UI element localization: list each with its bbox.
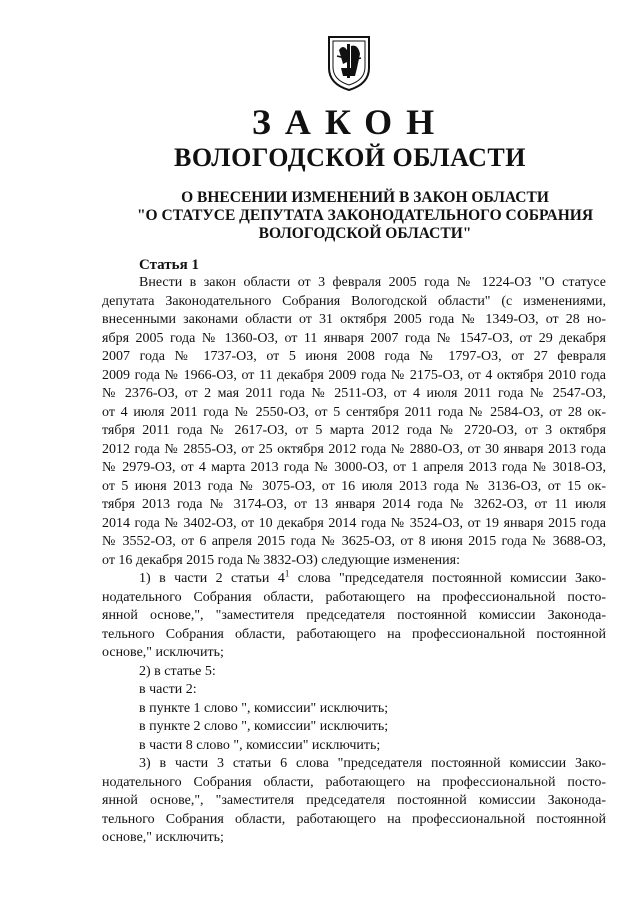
body-line: ября 2005 года № 1360-ОЗ, от 11 января 2007 года № 1547-ОЗ, от 29 декабря bbox=[102, 330, 606, 346]
body-line: янной основе,", "заместителя председателя постоянной комиссии Законода- bbox=[102, 608, 606, 623]
body-line: Внести в закон области от 3 февраля 2005 года № 1224-ОЗ "О статусе bbox=[139, 275, 606, 290]
item-2-part: в части 2: bbox=[139, 682, 197, 697]
item-1-text: слова "председателя постоянной комиссии Зако- bbox=[289, 571, 606, 586]
item-2-point-2: в пункте 2 слово ", комиссии" исключить; bbox=[139, 719, 389, 734]
body-line: от 16 декабря 2015 года № 3832-ОЗ) следующие изменения: bbox=[102, 552, 460, 568]
body-line: тября 2011 года № 2617-ОЗ, от 5 марта 2012 года № 2720-ОЗ, от 3 октября bbox=[102, 423, 606, 438]
item-1-first-line bbox=[102, 570, 606, 589]
body-line: от 5 июня 2013 года № 3075-ОЗ, от 16 июля 2013 года № 3136-ОЗ, от 15 ок- bbox=[102, 478, 606, 494]
item-2-part-8: в части 8 слово ", комиссии" исключить; bbox=[139, 737, 381, 753]
body-line: от 4 июля 2011 года № 2550-ОЗ, от 5 сентября 2011 года № 2584-ОЗ, от 28 ок- bbox=[102, 404, 606, 420]
document-subject bbox=[90, 189, 640, 243]
subject-line: О ВНЕСЕНИИ ИЗМЕНЕНИЙ В ЗАКОН ОБЛАСТИ bbox=[181, 189, 549, 206]
body-line: янной основе,", "заместителя председателя постоянной комиссии Законода- bbox=[102, 793, 606, 808]
body-line: тября 2013 года № 3174-ОЗ, от 13 января 2014 года № 3262-ОЗ, от 11 июля bbox=[102, 497, 606, 512]
body-line: 3) в части 3 статьи 6 слова "председателя постоянной комиссии Зако- bbox=[139, 756, 606, 771]
body-line: № 2376-ОЗ, от 2 мая 2011 года № 2511-ОЗ, от 4 июля 2011 года № 2547-ОЗ, bbox=[102, 386, 606, 401]
body-line: внесенными законами области от 31 октября 2005 года № 1349-ОЗ, от 28 но- bbox=[102, 312, 606, 327]
item-1-text: 1) в части 2 статьи 4 bbox=[139, 571, 285, 586]
article-title: Статья 1 bbox=[139, 257, 199, 273]
body-line: № 2979-ОЗ, от 4 марта 2013 года № 3000-ОЗ, от 1 апреля 2013 года № 3018-ОЗ, bbox=[102, 460, 606, 475]
subject-line: ВОЛОГОДСКОЙ ОБЛАСТИ" bbox=[258, 225, 472, 242]
body-line: 2014 года № 3402-ОЗ, от 10 декабря 2014 года № 3524-ОЗ, от 19 января 2015 года bbox=[102, 515, 606, 531]
coat-of-arms-icon bbox=[325, 34, 373, 92]
subject-line: "О СТАТУСЕ ДЕПУТАТА ЗАКОНОДАТЕЛЬНОГО СОБРАНИЯ bbox=[136, 207, 594, 224]
body-line: тельного Собрания области, работающего на профессиональной постоянной bbox=[102, 626, 606, 642]
body-line: основе," исключить; bbox=[102, 645, 224, 660]
body-line: 2009 года № 1966-ОЗ, от 11 декабря 2009 года № 2175-ОЗ, от 4 октября 2010 года bbox=[102, 367, 606, 383]
body-line: тельного Собрания области, работающего на профессиональной постоянной bbox=[102, 811, 606, 827]
item-2-point-1: в пункте 1 слово ", комиссии" исключить; bbox=[139, 700, 389, 716]
superscript: 1 bbox=[284, 568, 290, 579]
article-body bbox=[102, 274, 606, 848]
item-2-title: 2) в статье 5: bbox=[139, 663, 216, 679]
body-line: 2012 года № 2855-ОЗ, от 25 октября 2012 года № 2880-ОЗ, от 30 января 2013 года bbox=[102, 441, 606, 457]
body-line: нодательного Собрания области, работающего на профессиональной посто- bbox=[102, 774, 606, 790]
body-line: 2007 года № 1737-ОЗ, от 5 июня 2008 года № 1797-ОЗ, от 27 февраля bbox=[102, 349, 606, 364]
document-title: ЗАКОН bbox=[251, 102, 449, 142]
body-line: № 3552-ОЗ, от 6 апреля 2015 года № 3625-ОЗ, от 8 июня 2015 года № 3688-ОЗ, bbox=[102, 534, 606, 549]
document-region: ВОЛОГОДСКОЙ ОБЛАСТИ bbox=[174, 143, 526, 172]
body-line: депутата Законодательного Собрания Вологодской области" (с изменениями, bbox=[102, 293, 606, 309]
body-line: нодательного Собрания области, работающего на профессиональной посто- bbox=[102, 589, 606, 605]
body-line: основе," исключить; bbox=[102, 830, 224, 845]
